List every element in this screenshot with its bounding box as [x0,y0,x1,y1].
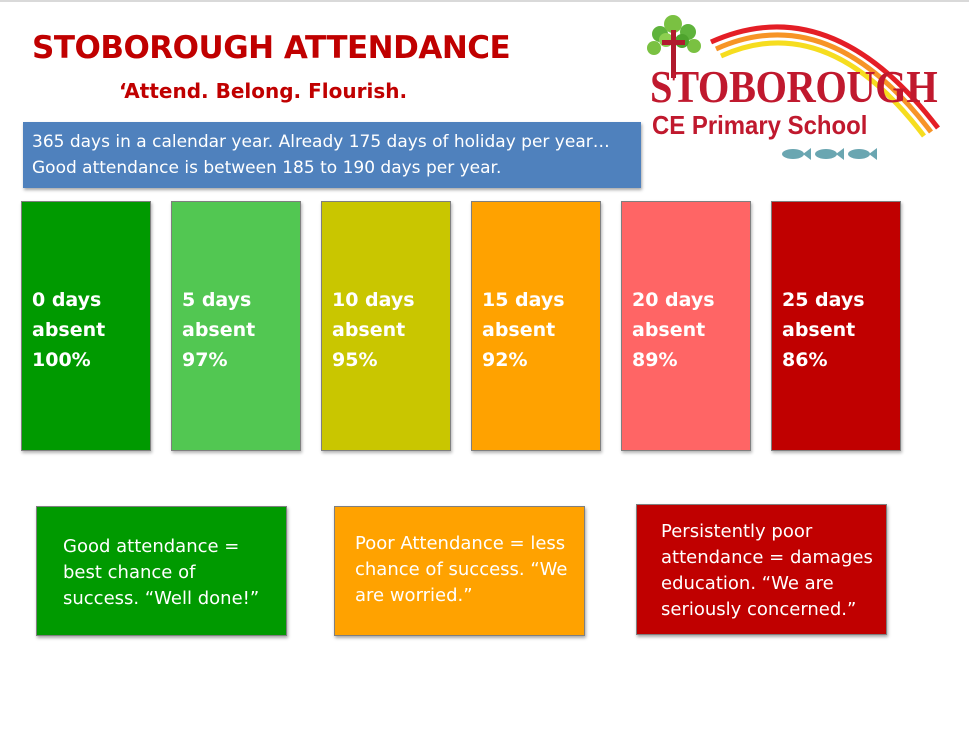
card-absent-label: absent [182,319,256,341]
logo-name: STOBOROUGH [650,61,938,112]
info-line-2: Good attendance is between 185 to 190 days per year. [32,158,502,178]
top-divider [0,0,969,2]
card-percent: 95% [332,349,378,371]
card-absent-label: absent [32,319,106,341]
page-tagline: ‘Attend. Belong. Flourish. [119,79,408,103]
card-absent-label: absent [332,319,406,341]
card-days: 25 days [782,289,865,311]
poor-attendance-box [334,506,585,636]
card-days: 0 days [32,289,102,311]
persistent-line-1: Persistently poor [661,521,813,542]
card-days: 15 days [482,289,565,311]
attendance-card-10 [321,201,451,451]
poor-line-1: Poor Attendance = less [355,533,566,554]
card-days: 20 days [632,289,715,311]
good-line-1: Good attendance = [63,536,240,557]
good-line-3: success. “Well done!” [63,588,260,609]
good-attendance-box [36,506,287,636]
card-absent-label: absent [632,319,706,341]
attendance-card-20 [621,201,751,451]
page-title: STOBOROUGH ATTENDANCE [32,30,511,66]
card-absent-label: absent [482,319,556,341]
poor-line-3: are worried.” [355,585,473,606]
card-absent-label: absent [782,319,856,341]
info-line-1: 365 days in a calendar year. Already 175 days of holiday per year… [32,132,610,152]
attendance-card-0 [21,201,151,451]
card-days: 5 days [182,289,252,311]
persistent-line-3: education. “We are [661,573,834,594]
attendance-card-25 [771,201,901,451]
card-percent: 100% [32,349,91,371]
logo-subtitle: CE Primary School [652,110,868,140]
attendance-card-5 [171,201,301,451]
good-line-2: best chance of [63,562,196,583]
card-percent: 97% [182,349,228,371]
fish-icon [782,148,877,160]
poor-line-2: chance of success. “We [355,559,568,580]
card-percent: 89% [632,349,678,371]
card-days: 10 days [332,289,415,311]
attendance-card-15 [471,201,601,451]
info-box [23,122,641,188]
persistent-line-2: attendance = damages [661,547,873,568]
card-percent: 86% [782,349,828,371]
card-percent: 92% [482,349,528,371]
persistent-line-4: seriously concerned.” [661,599,857,620]
persistent-attendance-box [636,504,887,635]
